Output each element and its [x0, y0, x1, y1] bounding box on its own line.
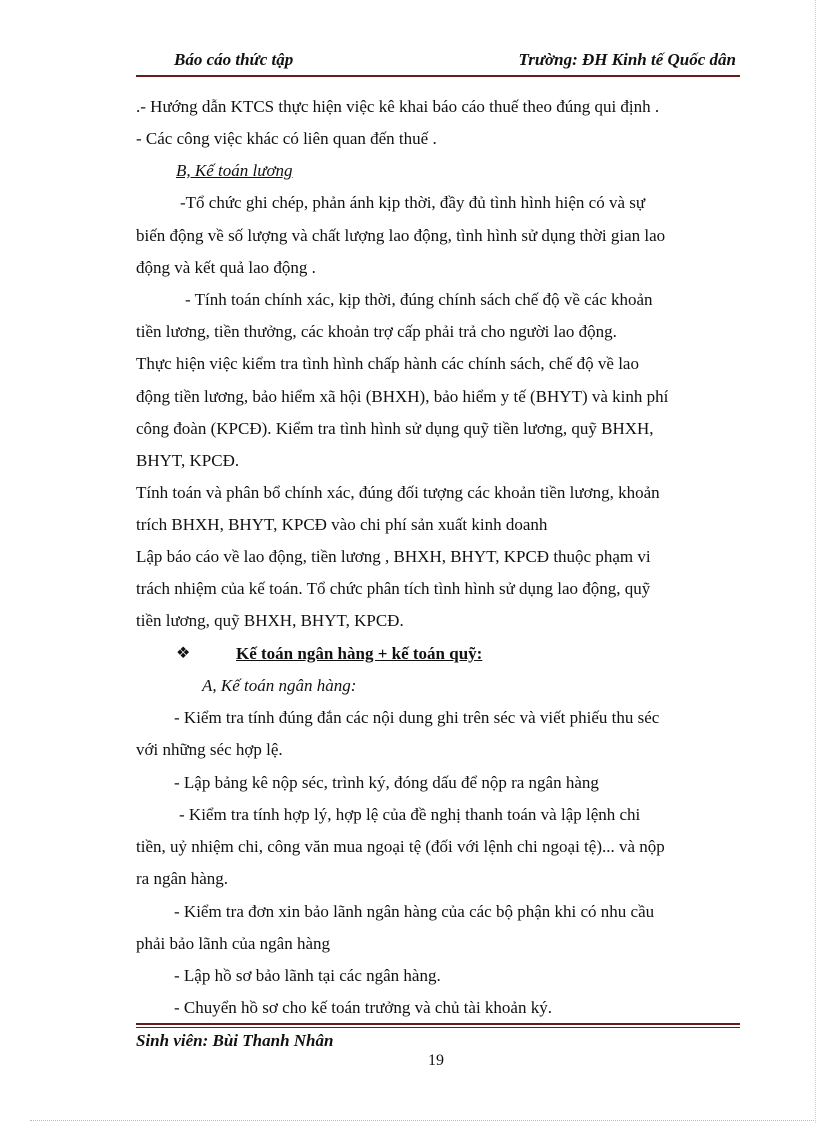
text-line: ra ngân hàng. [136, 869, 229, 888]
page-edge-border [30, 1120, 816, 1121]
text-line: BHYT, KPCĐ. [136, 451, 240, 470]
text-line: biến động về số lượng và chất lượng lao động, tình hình sử dụng thời gian lao [136, 226, 666, 245]
subsection-heading: A, Kế toán ngân hàng: [202, 676, 357, 695]
text-line: - Kiểm tra đơn xin bảo lãnh ngân hàng của các bộ phận khi có nhu cầu [174, 902, 655, 921]
text-line: Thực hiện việc kiểm tra tình hình chấp hành các chính sách, chế độ về lao [136, 354, 639, 373]
text-line: - Lập bảng kê nộp séc, trình ký, đóng dấu để nộp ra ngân hàng [174, 773, 599, 792]
text-line: với những séc hợp lệ. [136, 740, 283, 759]
text-line: - Kiểm tra tính đúng đắn các nội dung ghi trên séc và viết phiếu thu séc [174, 708, 660, 727]
page-number: 19 [428, 1052, 444, 1069]
footer-rule [136, 1023, 740, 1025]
section-heading-bank: Kế toán ngân hàng + kế toán quỹ: [236, 644, 483, 663]
text-line: công đoàn (KPCĐ). Kiểm tra tình hình sử dụng quỹ tiền lương, quỹ BHXH, [136, 419, 654, 438]
text-line: -Tổ chức ghi chép, phản ánh kịp thời, đầy đủ tình hình hiện có và sự [180, 193, 646, 212]
text-line: - Kiểm tra tính hợp lý, hợp lệ của đề nghị thanh toán và lập lệnh chi [179, 805, 641, 824]
text-line: tiền lương, quỹ BHXH, BHYT, KPCĐ. [136, 611, 404, 630]
footer-rule-thin [136, 1027, 740, 1028]
text-line: tiền lương, tiền thưởng, các khoản trợ cấp phải trả cho người lao động. [136, 322, 617, 341]
header-rule [136, 75, 740, 77]
text-line: - Lập hồ sơ bảo lãnh tại các ngân hàng. [174, 966, 441, 985]
text-line: phải bảo lãnh của ngân hàng [136, 934, 331, 953]
diamond-bullet-icon: ❖ [176, 645, 191, 662]
text-line: động tiền lương, bảo hiểm xã hội (BHXH), bảo hiểm y tế (BHYT) và kinh phí [136, 387, 669, 406]
text-line: động và kết quả lao động . [136, 258, 316, 277]
header-report-title: Báo cáo thức tập [174, 50, 294, 69]
text-line: - Chuyển hồ sơ cho kế toán trưởng và chủ tài khoản ký. [174, 998, 552, 1017]
page-header [174, 50, 736, 72]
text-line: trích BHXH, BHYT, KPCĐ vào chi phí sản xuất kinh doanh [136, 515, 548, 534]
text-line: trách nhiệm của kế toán. Tổ chức phân tích tình hình sử dụng lao động, quỹ [136, 579, 651, 598]
text-line: .- Hướng dẫn KTCS thực hiện việc kê khai báo cáo thuế theo đúng qui định . [136, 97, 660, 116]
text-line: Lập báo cáo về lao động, tiền lương , BHXH, BHYT, KPCĐ thuộc phạm vi [136, 547, 651, 566]
footer-student-name: Sinh viên: Bùi Thanh Nhân [136, 1031, 334, 1050]
text-line: tiền, uỷ nhiệm chi, công văn mua ngoại tệ (đối với lệnh chi ngoại tệ)... và nộp [136, 837, 665, 856]
text-line: - Các công việc khác có liên quan đến thuế . [136, 129, 437, 148]
text-line: - Tính toán chính xác, kịp thời, đúng chính sách chế độ về các khoản [185, 290, 653, 309]
text-line: Tính toán và phân bổ chính xác, đúng đối tượng các khoản tiền lương, khoản [136, 483, 660, 502]
header-university: Trường: ĐH Kinh tế Quốc dân [518, 50, 736, 69]
section-heading: B, Kế toán lương [176, 161, 293, 180]
